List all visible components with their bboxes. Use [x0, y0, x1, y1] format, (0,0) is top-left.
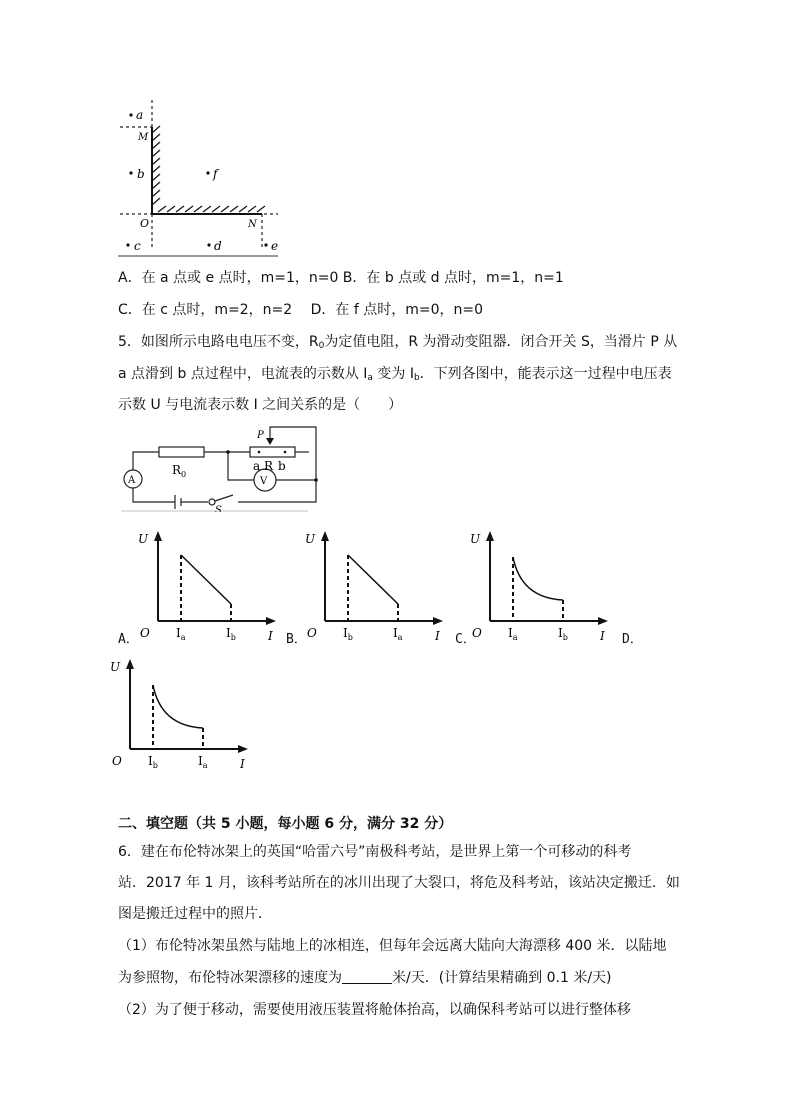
text-run: 站．2017 年 1 月，该科考站所在的冰川出现了大裂口，将危及科考站，该站决定搬迁．如 — [118, 875, 680, 891]
ui-graph-a — [118, 527, 283, 647]
q5-line-2 — [118, 365, 672, 387]
mirror-hatch — [152, 190, 160, 197]
q6-line-3 — [118, 905, 272, 923]
u-i-curve — [181, 555, 231, 604]
origin-label: O — [307, 626, 317, 640]
slider-p-label: P — [257, 430, 264, 441]
text-run: 为定值电阻，R 为滑动变阻器．闭合开关 S，当滑片 P 从 — [324, 334, 678, 350]
mirror-hatch — [158, 206, 166, 212]
arrow-right-icon — [433, 617, 443, 625]
mirror-hatch — [152, 182, 160, 189]
mirror-hatch — [152, 198, 160, 205]
q6-line-6 — [118, 1001, 631, 1019]
section-heading: 二、填空题（共 5 小题，每小题 6 分，满分 32 分） — [118, 816, 453, 832]
mirror-hatch — [194, 206, 202, 212]
q5-line-3 — [118, 396, 402, 414]
ui-graph-d — [90, 655, 255, 775]
mirror-hatch — [152, 126, 160, 133]
graph-option-label: A． — [118, 632, 139, 647]
q6-line-1 — [118, 843, 631, 861]
subscript: b — [413, 373, 420, 383]
arrow-right-icon — [266, 617, 276, 625]
subscript: 0 — [318, 341, 325, 351]
u-axis-label: U — [110, 660, 121, 674]
mirror-hatch — [203, 206, 211, 212]
text-run: C．在 c 点时，m=2，n=2 D．在 f 点时，m=0，n=0 — [118, 302, 484, 318]
r0-label: R — [172, 463, 182, 477]
mirror-figure — [118, 100, 278, 260]
u-i-curve — [348, 555, 398, 604]
origin-label: O — [140, 626, 150, 640]
ui-graph-c — [450, 527, 615, 647]
text-run: 为参照物，布伦特冰架漂移的速度为 — [118, 970, 342, 986]
tick-label: $I_a$ — [508, 626, 518, 642]
mirror-hatch — [185, 206, 193, 212]
rheostat-r-label: R — [264, 459, 274, 473]
mirror-hatch — [176, 206, 184, 212]
mirror-hatch — [230, 206, 238, 212]
point-a-label: a — [136, 108, 144, 122]
mirror-hatch — [257, 206, 265, 212]
q6-line-4 — [118, 937, 667, 955]
text-run: A．在 a 点或 e 点时，m=1，n=0 B．在 b 点或 d 点时，m=1，n=1 — [118, 270, 564, 286]
i-axis-label: I — [268, 629, 273, 643]
arrow-right-icon — [238, 745, 248, 753]
mirror-hatch — [167, 206, 175, 212]
answer-blank[interactable] — [342, 969, 392, 984]
q6-line-5 — [118, 969, 612, 987]
i-axis-label: I — [240, 757, 245, 771]
mirror-hatch — [239, 206, 247, 212]
u-axis-label: U — [470, 532, 481, 546]
text-run: （1）布伦特冰架虽然与陆地上的冰相连，但每年会远离大陆向大海漂移 400 米．以陆地 — [118, 938, 667, 954]
q4-option-line-1 — [118, 269, 564, 287]
tick-label: $I_a$ — [393, 626, 403, 642]
arrow-up-icon — [154, 531, 162, 541]
text-run: ．下列各图中，能表示这一过程中电压表 — [419, 366, 672, 382]
mirror-hatch — [152, 158, 160, 165]
arrow-right-icon — [598, 617, 608, 625]
mirror-hatch — [152, 142, 160, 149]
origin-label: O — [112, 754, 122, 768]
q5-line-1 — [118, 333, 677, 355]
tick-label: $I_a$ — [176, 626, 186, 642]
text-run: 图是搬迁过程中的照片． — [118, 906, 272, 922]
subscript: a — [367, 373, 373, 383]
ui-graph-b — [285, 527, 450, 647]
text-run: a 点滑到 b 点过程中，电流表的示数从 I — [118, 366, 368, 382]
point-e-label: e — [271, 239, 278, 253]
voltmeter-icon: V — [260, 476, 268, 487]
arrow-up-icon — [321, 531, 329, 541]
mirror-hatch — [221, 206, 229, 212]
arrow-up-icon — [126, 659, 134, 669]
arrow-up-icon — [486, 531, 494, 541]
mirror-hatch — [152, 174, 160, 181]
graph-option-label: B． — [286, 632, 307, 647]
point-b-label: b — [137, 167, 145, 181]
i-axis-label: I — [600, 629, 605, 643]
u-i-curve — [513, 557, 563, 600]
point-c-label: c — [134, 239, 141, 253]
switch-s-label: S — [215, 505, 222, 512]
graph-option-label: C． — [455, 632, 476, 647]
i-axis-label: I — [435, 629, 440, 643]
mirror-hatch — [212, 206, 220, 212]
q6-line-2 — [118, 874, 680, 892]
text-run: 示数 U 与电流表示数 I 之间关系的是（ ） — [118, 397, 403, 413]
ammeter-icon: A — [128, 475, 136, 486]
u-axis-label: U — [138, 532, 149, 546]
text-run: 6．建在布伦特冰架上的英国“哈雷六号”南极科考站，是世界上第一个可移动的科考 — [118, 844, 632, 860]
point-d-label: d — [214, 239, 222, 253]
mirror-hatch — [152, 150, 160, 157]
text-run: 米/天．(计算结果精确到 0.1 米/天) — [392, 970, 612, 986]
r0-subscript: 0 — [181, 470, 187, 479]
text-run: （2）为了便于移动，需要使用液压装置将舱体抬高，以确保科考站可以进行整体移 — [118, 1002, 631, 1018]
text-run: 5．如图所示电路电电压不变，R — [118, 334, 319, 350]
mirror-hatch — [248, 206, 256, 212]
circuit-diagram — [118, 422, 318, 512]
graph-option-label: D． — [622, 632, 643, 647]
mirror-n-label: N — [248, 219, 257, 230]
text-run: 变为 I — [372, 366, 414, 382]
q4-option-line-2 — [118, 301, 483, 319]
origin-label: O — [472, 626, 482, 640]
u-axis-label: U — [305, 532, 316, 546]
point-f-label: f — [213, 167, 218, 181]
mirror-m-label: M — [138, 132, 149, 143]
tick-label: $I_b$ — [226, 626, 236, 642]
mirror-hatch — [152, 134, 160, 141]
origin-label: O — [140, 217, 150, 230]
tick-label: $I_b$ — [343, 626, 353, 642]
u-i-curve — [153, 685, 203, 728]
terminal-a-label: a — [253, 459, 261, 473]
tick-label: $I_b$ — [558, 626, 568, 642]
terminal-b-label: b — [278, 459, 286, 473]
mirror-hatch — [152, 166, 160, 173]
tick-label: $I_b$ — [148, 754, 158, 770]
tick-label: $I_a$ — [198, 754, 208, 770]
